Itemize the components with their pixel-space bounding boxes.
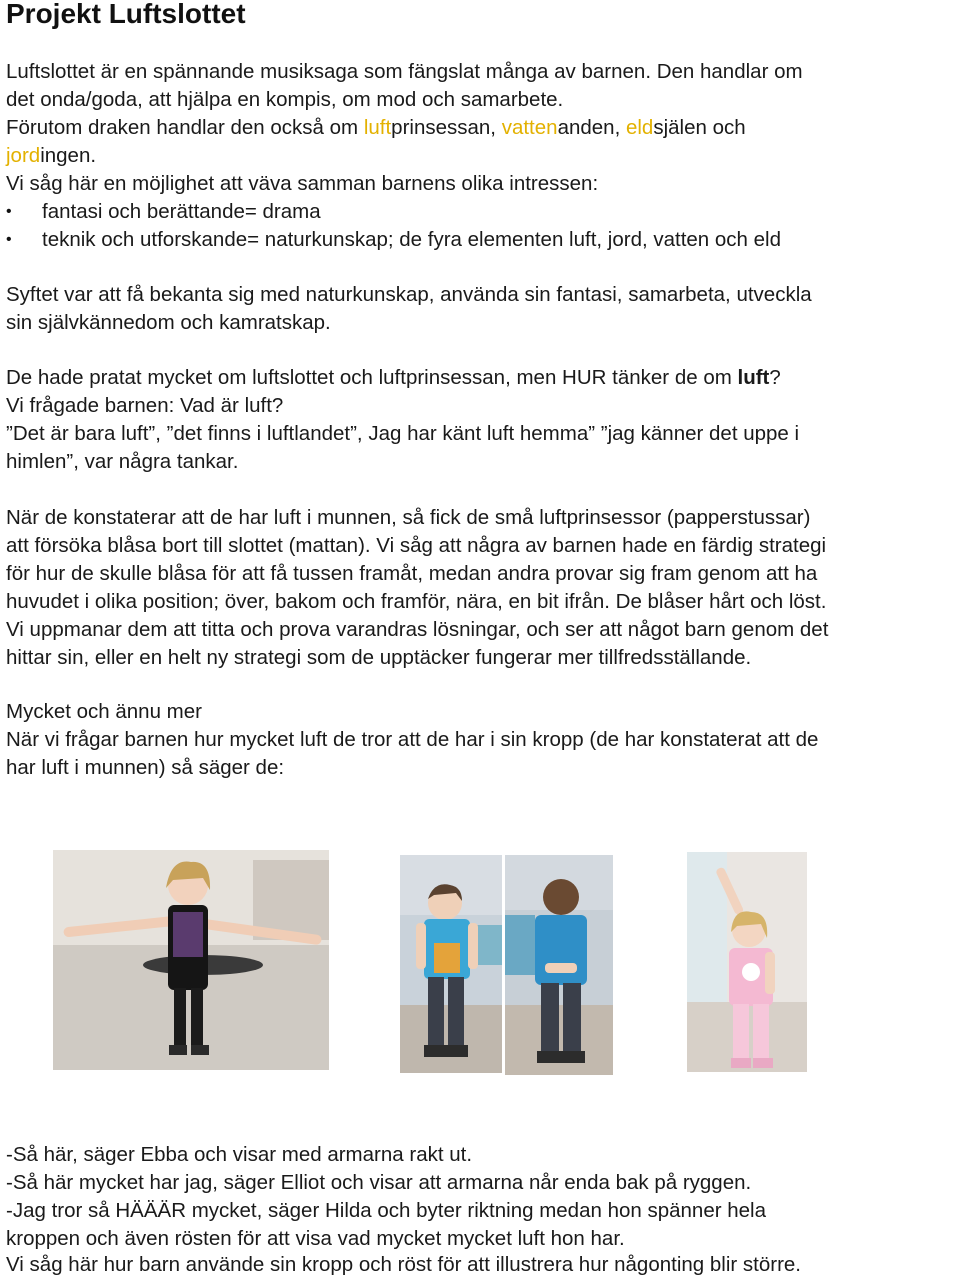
intro-line: det onda/goda, att hjälpa en kompis, om mod och samarbete. [6,88,564,111]
quote-line: Vi såg här hur barn använde sin kropp och röst för att illustrera hur någonting blir större. [6,1253,801,1276]
purpose-line: sin självkännedom och kamratskap. [6,311,331,334]
quote-line: -Så här, säger Ebba och visar med armarna rakt ut. [6,1143,473,1166]
bullet-item: teknik och utforskande= naturkunskap; de fyra elementen luft, jord, vatten och eld [42,228,782,251]
experiment-line: Vi uppmanar dem att titta och prova varandras lösningar, och ser att något barn genom det [6,618,829,641]
text-run: ingen. [40,144,97,167]
question-line [6,364,781,392]
bullet-marker: • [6,231,12,248]
photo-elliot-back [505,855,613,1075]
text-run: De hade pratat mycket om luftslottet och luftprinsessan, men HUR tänker de om [6,366,738,389]
more-line: När vi frågar barnen hur mycket luft de tror att de har i sin kropp (de har konstaterat att de [6,728,819,751]
text-run: ? [769,366,781,389]
intro-line: Luftslottet är en spännande musiksaga som fängslat många av barnen. Den handlar om [6,60,803,83]
bullet-item: fantasi och berättande= drama [42,200,321,223]
highlight-eld: eld [625,116,654,139]
quote-line: -Så här mycket har jag, säger Elliot och visar att armarna når enda bak på ryggen. [6,1171,752,1194]
photo-elliot-front [400,855,502,1073]
experiment-line: för hur de skulle blåsa för att få tussen framåt, medan andra provar sig fram genom att ha [6,562,818,585]
question-line: himlen”, var några tankar. [6,450,239,473]
experiment-line: huvudet i olika position; över, bakom och framför, nära, en bit ifrån. De blåser hårt och löst. [6,590,827,613]
bold-luft: luft [737,366,770,389]
photo-hilda-pointing [687,852,807,1072]
intro-line: Vi såg här en möjlighet att väva samman barnens olika intressen: [6,172,599,195]
photo-ebba-arms-out [53,850,329,1070]
question-line: ”Det är bara luft”, ”det finns i luftlandet”, Jag har känt luft hemma” ”jag känner det uppe i [6,422,800,445]
page-title: Projekt Luftslottet [6,0,246,29]
section-heading: Mycket och ännu mer [6,700,202,723]
experiment-line: När de konstaterar att de har luft i munnen, så fick de små luftprinsessor (papperstussar) [6,506,811,529]
quote-line: -Jag tror så HÄÄÄR mycket, säger Hilda och byter riktning medan hon spänner hela [6,1199,767,1222]
text-run: Förutom draken handlar den också om [6,116,364,139]
intro-elements-line [6,142,96,170]
experiment-line: att försöka blåsa bort till slottet (mattan). Vi såg att några av barnen hade en färdig strategi [6,534,827,557]
highlight-jord: jord [6,144,41,167]
bullet-marker: • [6,203,12,220]
text-run: anden, [557,116,626,139]
text-run: själen och [653,116,746,139]
intro-elements-line [6,114,746,142]
quote-line: kroppen och även rösten för att visa vad mycket mycket luft hon har. [6,1227,625,1250]
experiment-line: hittar sin, eller en helt ny strategi som de upptäcker fungerar mer tillfredsställande. [6,646,752,669]
question-line: Vi frågade barnen: Vad är luft? [6,394,284,417]
highlight-luft: luft [363,116,392,139]
purpose-line: Syftet var att få bekanta sig med naturkunskap, använda sin fantasi, samarbeta, utveckla [6,283,812,306]
highlight-vatten: vatten [501,116,558,139]
more-line: har luft i munnen) så säger de: [6,756,285,779]
text-run: prinsessan, [391,116,502,139]
